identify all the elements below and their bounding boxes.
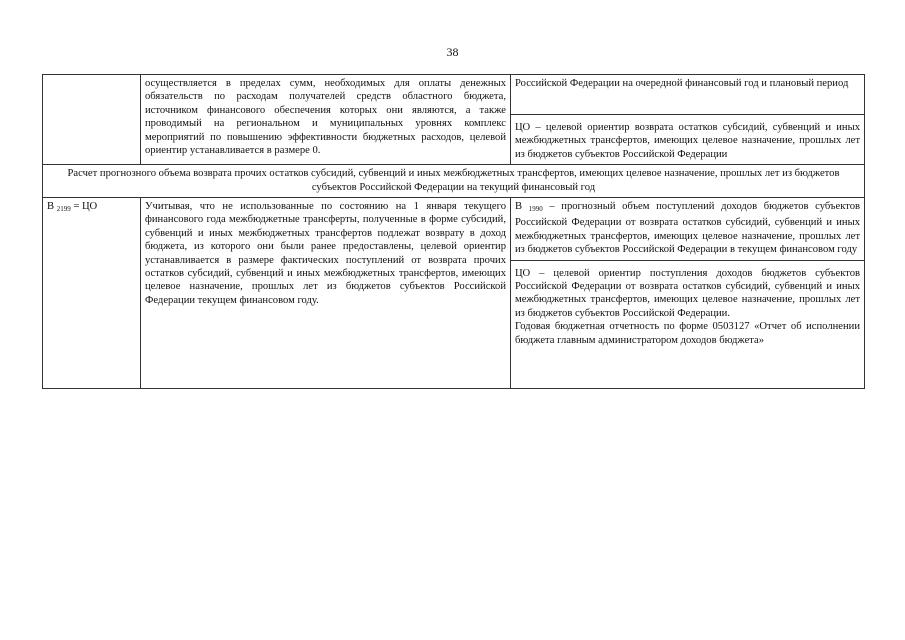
formula-cell bbox=[43, 75, 141, 165]
formula-cell bbox=[43, 198, 141, 389]
description-cell bbox=[141, 198, 511, 389]
source-text: ЦО – целевой ориентир поступления доходов бюджетов субъектов Российской Федерации от возврата остатков субсидий, субвенций и иных межбюджетных трансфертов, имеющих целевое назначение, прошлых лет из бюджетов субъектов Российской Федерации. bbox=[515, 267, 860, 319]
source-text: ЦО – целевой ориентир возврата остатков субсидий, субвенций и иных межбюджетных трансфертов, имеющих целевое назначение, прошлых лет из бюджетов субъектов Российской Федерации bbox=[515, 122, 860, 160]
formula-suffix: = ЦО bbox=[70, 201, 98, 213]
description-text: Учитывая, что не использованные по состоянию на 1 января текущего финансового года межбюджетные трансферты, полученные в форме субсидий, субвенций и иных межбюджетных трансфертов подлежат возврату в доход бюджета, из которого они были ранее предоставлены, целевой ориентир устанавливается в размере фактических поступлений от возврата прочих остатков субсидий, субвенций и иных межбюджетных трансфертов, имеющих целевое назначение, прошлых лет из бюджетов субъектов Российской Федерации текущем финансовом году. bbox=[145, 201, 506, 306]
table-row bbox=[43, 75, 865, 115]
source-cell bbox=[511, 75, 865, 115]
source-prefix: В bbox=[515, 201, 523, 213]
page-number: 38 bbox=[446, 45, 459, 59]
source-rest: – прогнозный объем поступлений доходов бюджетов субъектов Российской Федерации от возврата остатков субсидий, субвенций и иных межбюджетных трансфертов, имеющих целевое назначение, прошлых лет из бюджетов субъектов Российской Федерации в текущем финансовом году bbox=[515, 201, 860, 256]
source-text: Российской Федерации на очередной финансовый год и плановый период bbox=[515, 78, 849, 89]
source-cell bbox=[511, 115, 865, 165]
section-header: Расчет прогнозного объема возврата прочих остатков субсидий, субвенций и иных межбюджетных трансфертов, имеющих целевое назначение, прошлых лет из бюджетов субъектов Российской Федерации на текущий финансовый год bbox=[43, 165, 865, 198]
methodology-table bbox=[42, 74, 865, 389]
source-text bbox=[515, 200, 860, 257]
source-cell bbox=[511, 260, 865, 388]
table-row bbox=[43, 198, 865, 261]
source-cell bbox=[511, 198, 865, 261]
source-text: Годовая бюджетная отчетность по форме 0503127 «Отчет об исполнении бюджета главным администратором доходов бюджета» bbox=[515, 321, 860, 346]
section-header-row bbox=[43, 165, 865, 198]
source-subscript: 1990 bbox=[528, 205, 543, 214]
description-text: осуществляется в пределах сумм, необходимых для оплаты денежных обязательств по расходам получателей средств областного бюджета, источником финансового обеспечения которых они являются, а также проводимый на региональном и муниципальных уровнях комплекс мероприятий по повышению эффективности бюджетных расходов, целевой ориентир устанавливается в размере 0. bbox=[145, 78, 506, 157]
formula-subscript: 2199 bbox=[56, 205, 71, 214]
formula-prefix: В bbox=[47, 201, 55, 213]
description-cell bbox=[141, 75, 511, 165]
